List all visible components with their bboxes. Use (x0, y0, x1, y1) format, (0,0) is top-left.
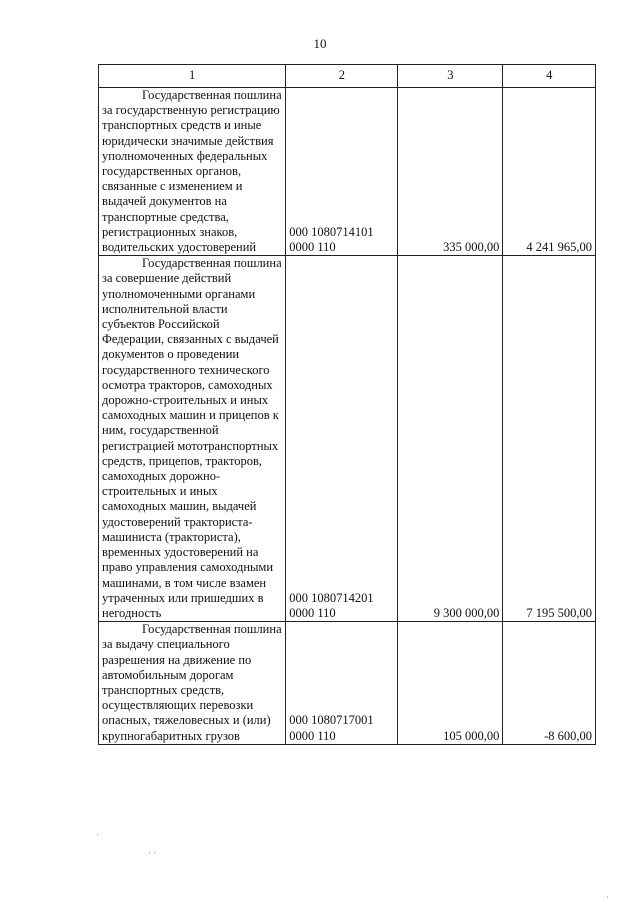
revenue-code-line1: 000 1080714101 (289, 224, 374, 239)
table-row (99, 256, 596, 622)
amount-col3: 9 300 000,00 (398, 256, 503, 622)
revenue-code-line2: 0000 110 (289, 240, 336, 255)
amount-col3: 335 000,00 (398, 88, 503, 256)
revenue-code (286, 256, 398, 622)
revenue-code-line1: 000 1080714201 (289, 590, 374, 605)
amount-col4: 7 195 500,00 (503, 256, 596, 622)
scan-speck: · · (148, 848, 157, 858)
scan-speck: · (96, 830, 99, 840)
budget-table (98, 64, 596, 745)
revenue-code (286, 88, 398, 256)
table-row (99, 88, 596, 256)
table-header-row (99, 65, 596, 88)
scan-speck: · (606, 892, 609, 902)
revenue-code (286, 622, 398, 745)
column-header-1: 1 (99, 65, 286, 88)
amount-col4: -8 600,00 (503, 622, 596, 745)
revenue-name: Государственная пошлина за совершение действий уполномоченными органами исполнительной власти субъектов Российской Федерации, связанных с выдачей документов о проведении государственного технического осмотра тракторов, самоходных дорожно-строительных и иных самоходных машин и прицепов к ним, государственной регистрацией мототранспортных средств, прицепов, тракторов, самоходных дорожно-строительных и иных самоходных машин, выдачей удостоверений тракториста-машиниста (тракториста), временных удостоверений на право управления самоходными машинами, в том числе взамен утраченных или пришедших в негодность (99, 256, 286, 622)
revenue-code-line1: 000 1080717001 (289, 713, 374, 728)
amount-col4: 4 241 965,00 (503, 88, 596, 256)
column-header-4: 4 (503, 65, 596, 88)
amount-col3: 105 000,00 (398, 622, 503, 745)
revenue-name: Государственная пошлина за государственную регистрацию транспортных средств и иные юридически значимые действия уполномоченных федеральных государственных органов, связанные с изменением и выдачей документов на транспортные средства, регистрационных знаков, водительских удостоверений (99, 88, 286, 256)
revenue-name: Государственная пошлина за выдачу специального разрешения на движение по автомобильным дорогам транспортных средств, осуществляющих перевозки опасных, тяжеловесных и (или) крупногабаритных грузов (99, 622, 286, 745)
revenue-code-line2: 0000 110 (289, 605, 336, 620)
page-number: 10 (313, 36, 327, 51)
revenue-code-line2: 0000 110 (289, 728, 336, 743)
table-row (99, 622, 596, 745)
column-header-3: 3 (398, 65, 503, 88)
column-header-2: 2 (286, 65, 398, 88)
